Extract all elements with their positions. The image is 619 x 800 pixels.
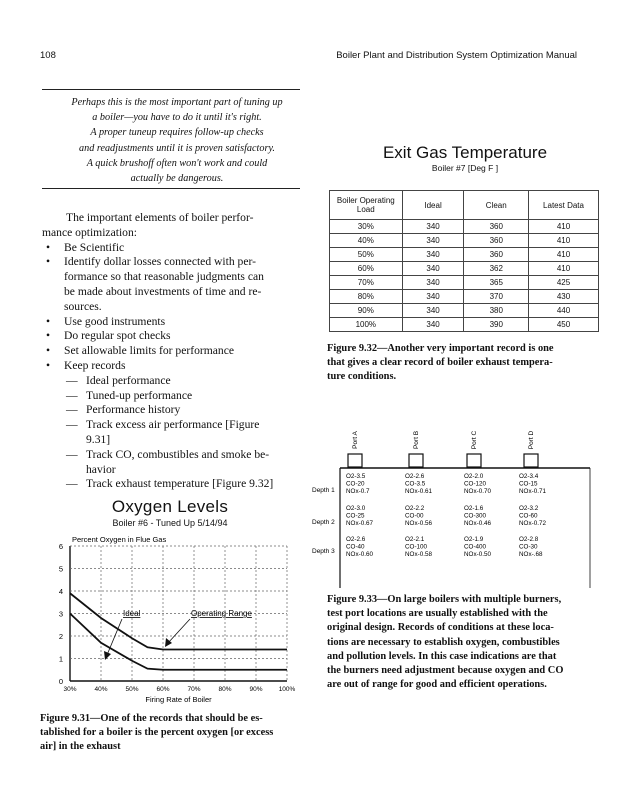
port-reading: CO-20 [346,480,365,488]
list-item: — Track exhaust temperature [Figure 9.32] [42,477,304,492]
table-cell: 340 [402,248,464,262]
table-cell: 100% [330,318,403,332]
quote-line: A quick brushoff often won't work and could [86,157,268,169]
table-cell: 390 [464,318,529,332]
list-item: • Do regular spot checks [42,329,304,344]
table-cell: 70% [330,276,403,290]
quote-line: actually be dangerous. [130,173,224,185]
port-reading: O2-1.6 [464,505,484,512]
caption-line: and pollution levels. In this case indications are that [327,650,557,662]
port-label: Port B [413,430,420,450]
table-cell: 30% [330,220,403,234]
list-item: • Keep records [42,359,304,374]
port-reading: O2-2.6 [405,473,425,480]
port-label: Port D [528,430,535,450]
y-tick-label: 5 [58,564,63,574]
figure-9-33-caption [327,593,599,692]
x-tick-label: 40% [94,686,108,693]
table-header: Ideal [402,191,464,220]
table-cell: 410 [529,220,599,234]
ideal-annotation: Ideal [123,609,141,618]
port-reading: NOx-0.71 [519,488,546,496]
quote-line: a boiler—you have to do it until it's right. [92,112,262,124]
depth-label: Depth 2 [312,519,335,526]
port-reading: NOx-0.46 [464,520,491,528]
caption-line: ture conditions. [327,371,397,383]
port-reading: O2-3.4 [519,473,539,480]
test-port [348,454,362,467]
port-reading: O2-3.5 [346,473,366,480]
exit-gas-title: Exit Gas Temperature [382,143,548,162]
caption-line: that gives a clear record of boiler exhaust tempera- [327,357,553,369]
table-cell: 370 [464,290,529,304]
y-tick-label: 1 [58,654,63,664]
table-cell: 360 [464,234,529,248]
port-reading: CO-30 [519,543,538,551]
x-tick-label: 90% [249,686,263,693]
port-reading: CO-60 [519,512,538,520]
caption-line: Figure 9.32—Another very important record is one [327,343,554,354]
list-item: • Use good instruments [42,315,304,330]
table-cell: 90% [330,304,403,318]
port-reading: NOx-0.67 [346,520,373,528]
list-item: sources. [64,299,102,313]
oxygen-chart-title: Oxygen Levels [111,497,229,516]
caption-line: air] in the exhaust [40,741,121,753]
page-number: 108 [40,50,56,61]
port-reading: O2-3.0 [346,505,366,512]
caption-line: are out of range for good and efficient operations. [327,679,547,691]
figure-9-31-caption [40,712,302,755]
intro-line: mance optimization: [42,225,137,239]
list-item: — Performance history [42,403,304,418]
y-tick-label: 4 [58,587,63,596]
port-reading: NOx-.68 [519,551,543,559]
table-cell: 340 [402,262,464,276]
caption-line: the burners need adjustment because oxygen and CO [327,665,564,677]
port-reading: NOx-0.50 [464,551,491,559]
x-tick-label: 70% [187,686,201,693]
port-label: Port C [471,430,478,450]
table-cell: 340 [402,234,464,248]
x-tick-label: 80% [218,686,232,693]
port-reading: CO-100 [405,543,428,551]
list-item: be made about investments of time and re- [64,284,262,298]
table-cell: 60% [330,262,403,276]
x-tick-label: 100% [278,686,296,693]
table-cell: 360 [464,220,529,234]
quote-line: Perhaps this is the most important part of tuning up [71,97,283,108]
caption-line: Figure 9.33—On large boilers with multiple burners, [327,594,562,605]
list-item: — Tuned-up performance [42,389,304,404]
table-cell: 430 [529,290,599,304]
intro-line: The important elements of boiler perfor- [66,211,254,224]
list-item: 9.31] [86,432,111,446]
port-reading: NOx-0.56 [405,520,432,528]
table-header: Clean [464,191,529,220]
table-cell: 50% [330,248,403,262]
list-item: • Identify dollar losses connected with per- [42,255,304,270]
table-cell: 410 [529,248,599,262]
quote-line: A proper tuneup requires follow-up checks [90,127,264,139]
table-cell: 425 [529,276,599,290]
y-tick-label: 3 [58,609,63,619]
caption-line: original design. Records of conditions at these loca- [327,622,554,634]
table-cell: 80% [330,290,403,304]
list-item: — Track CO, combustibles and smoke be- [42,448,304,463]
operating-range-annotation: Operating Range [191,609,252,618]
port-reading: O2-1.9 [464,536,484,543]
port-reading: NOx-0.60 [346,551,373,559]
port-label: Port A [352,431,359,449]
list-item: havior [86,462,116,476]
port-reading: CO-25 [346,512,365,520]
list-item: • Be Scientific [42,241,304,256]
port-reading: NOx-0.61 [405,488,432,496]
quote-line: and readjustments until it is proven satisfactory. [79,142,275,154]
oxygen-chart-subtitle: Boiler #6 - Tuned Up 5/14/94 [112,518,228,528]
table-cell: 362 [464,262,529,276]
table-cell: 340 [402,290,464,304]
port-reading: O2-2.1 [405,536,425,543]
caption-line: test port locations are usually established with the [327,608,548,620]
running-title: Boiler Plant and Distribution System Optimization Manual [336,50,577,61]
port-reading: CO-40 [346,543,365,551]
table-cell: 365 [464,276,529,290]
caption-line: tablished for a boiler is the percent oxygen [or excess [40,727,274,739]
port-reading: CO-400 [464,543,487,551]
list-item: formance so that reasonable judgments can [64,270,264,284]
caption-line: Figure 9.31—One of the records that should be es- [40,713,263,724]
x-tick-label: 60% [156,686,170,693]
port-reading: NOx-0.72 [519,520,546,528]
caption-line: tions are necessary to establish oxygen, combustibles [327,636,560,648]
list-item: — Track excess air performance [Figure [42,418,304,433]
port-reading: NOx-0.7 [346,488,370,496]
port-reading: CO-120 [464,480,487,488]
list-item: • Set allowable limits for performance [42,344,304,359]
table-cell: 450 [529,318,599,332]
depth-label: Depth 1 [312,487,335,494]
table-cell: 360 [464,248,529,262]
table-cell: 340 [402,304,464,318]
y-tick-label: 6 [58,542,63,551]
port-reading: O2-2.6 [346,536,366,543]
x-axis-label: Firing Rate of Boiler [145,695,212,704]
table-cell: 380 [464,304,529,318]
port-reading: O2-3.2 [519,505,539,512]
table-cell: 410 [529,262,599,276]
y-tick-label: 0 [58,677,63,686]
table-cell: 340 [402,276,464,290]
x-tick-label: 50% [125,686,139,693]
port-reading: CO-00 [405,512,424,520]
port-reading: NOx-0.70 [464,488,491,496]
table-cell: 340 [402,220,464,234]
test-port [524,454,538,467]
exit-gas-subtitle: Boiler #7 [Deg F ] [431,163,499,173]
port-reading: NOx-0.58 [405,551,432,559]
port-reading: O2-2.0 [464,473,484,480]
port-reading: O2-2.8 [519,536,539,543]
table-cell: 410 [529,234,599,248]
table-header: Boiler Operating Load [330,191,403,220]
table-cell: 40% [330,234,403,248]
test-port [467,454,481,467]
list-item: — Ideal performance [42,374,304,389]
y-tick-label: 2 [58,632,63,641]
table-header: Latest Data [529,191,599,220]
depth-label: Depth 3 [312,548,335,555]
test-port [409,454,423,467]
table-cell: 440 [529,304,599,318]
port-reading: CO-300 [464,512,487,520]
y-axis-label: Percent Oxygen in Flue Gas [72,535,167,544]
port-reading: CO-3.5 [405,480,426,488]
port-reading: CO-15 [519,480,538,488]
table-cell: 340 [402,318,464,332]
x-tick-label: 30% [63,686,77,693]
port-reading: O2-2.2 [405,505,425,512]
